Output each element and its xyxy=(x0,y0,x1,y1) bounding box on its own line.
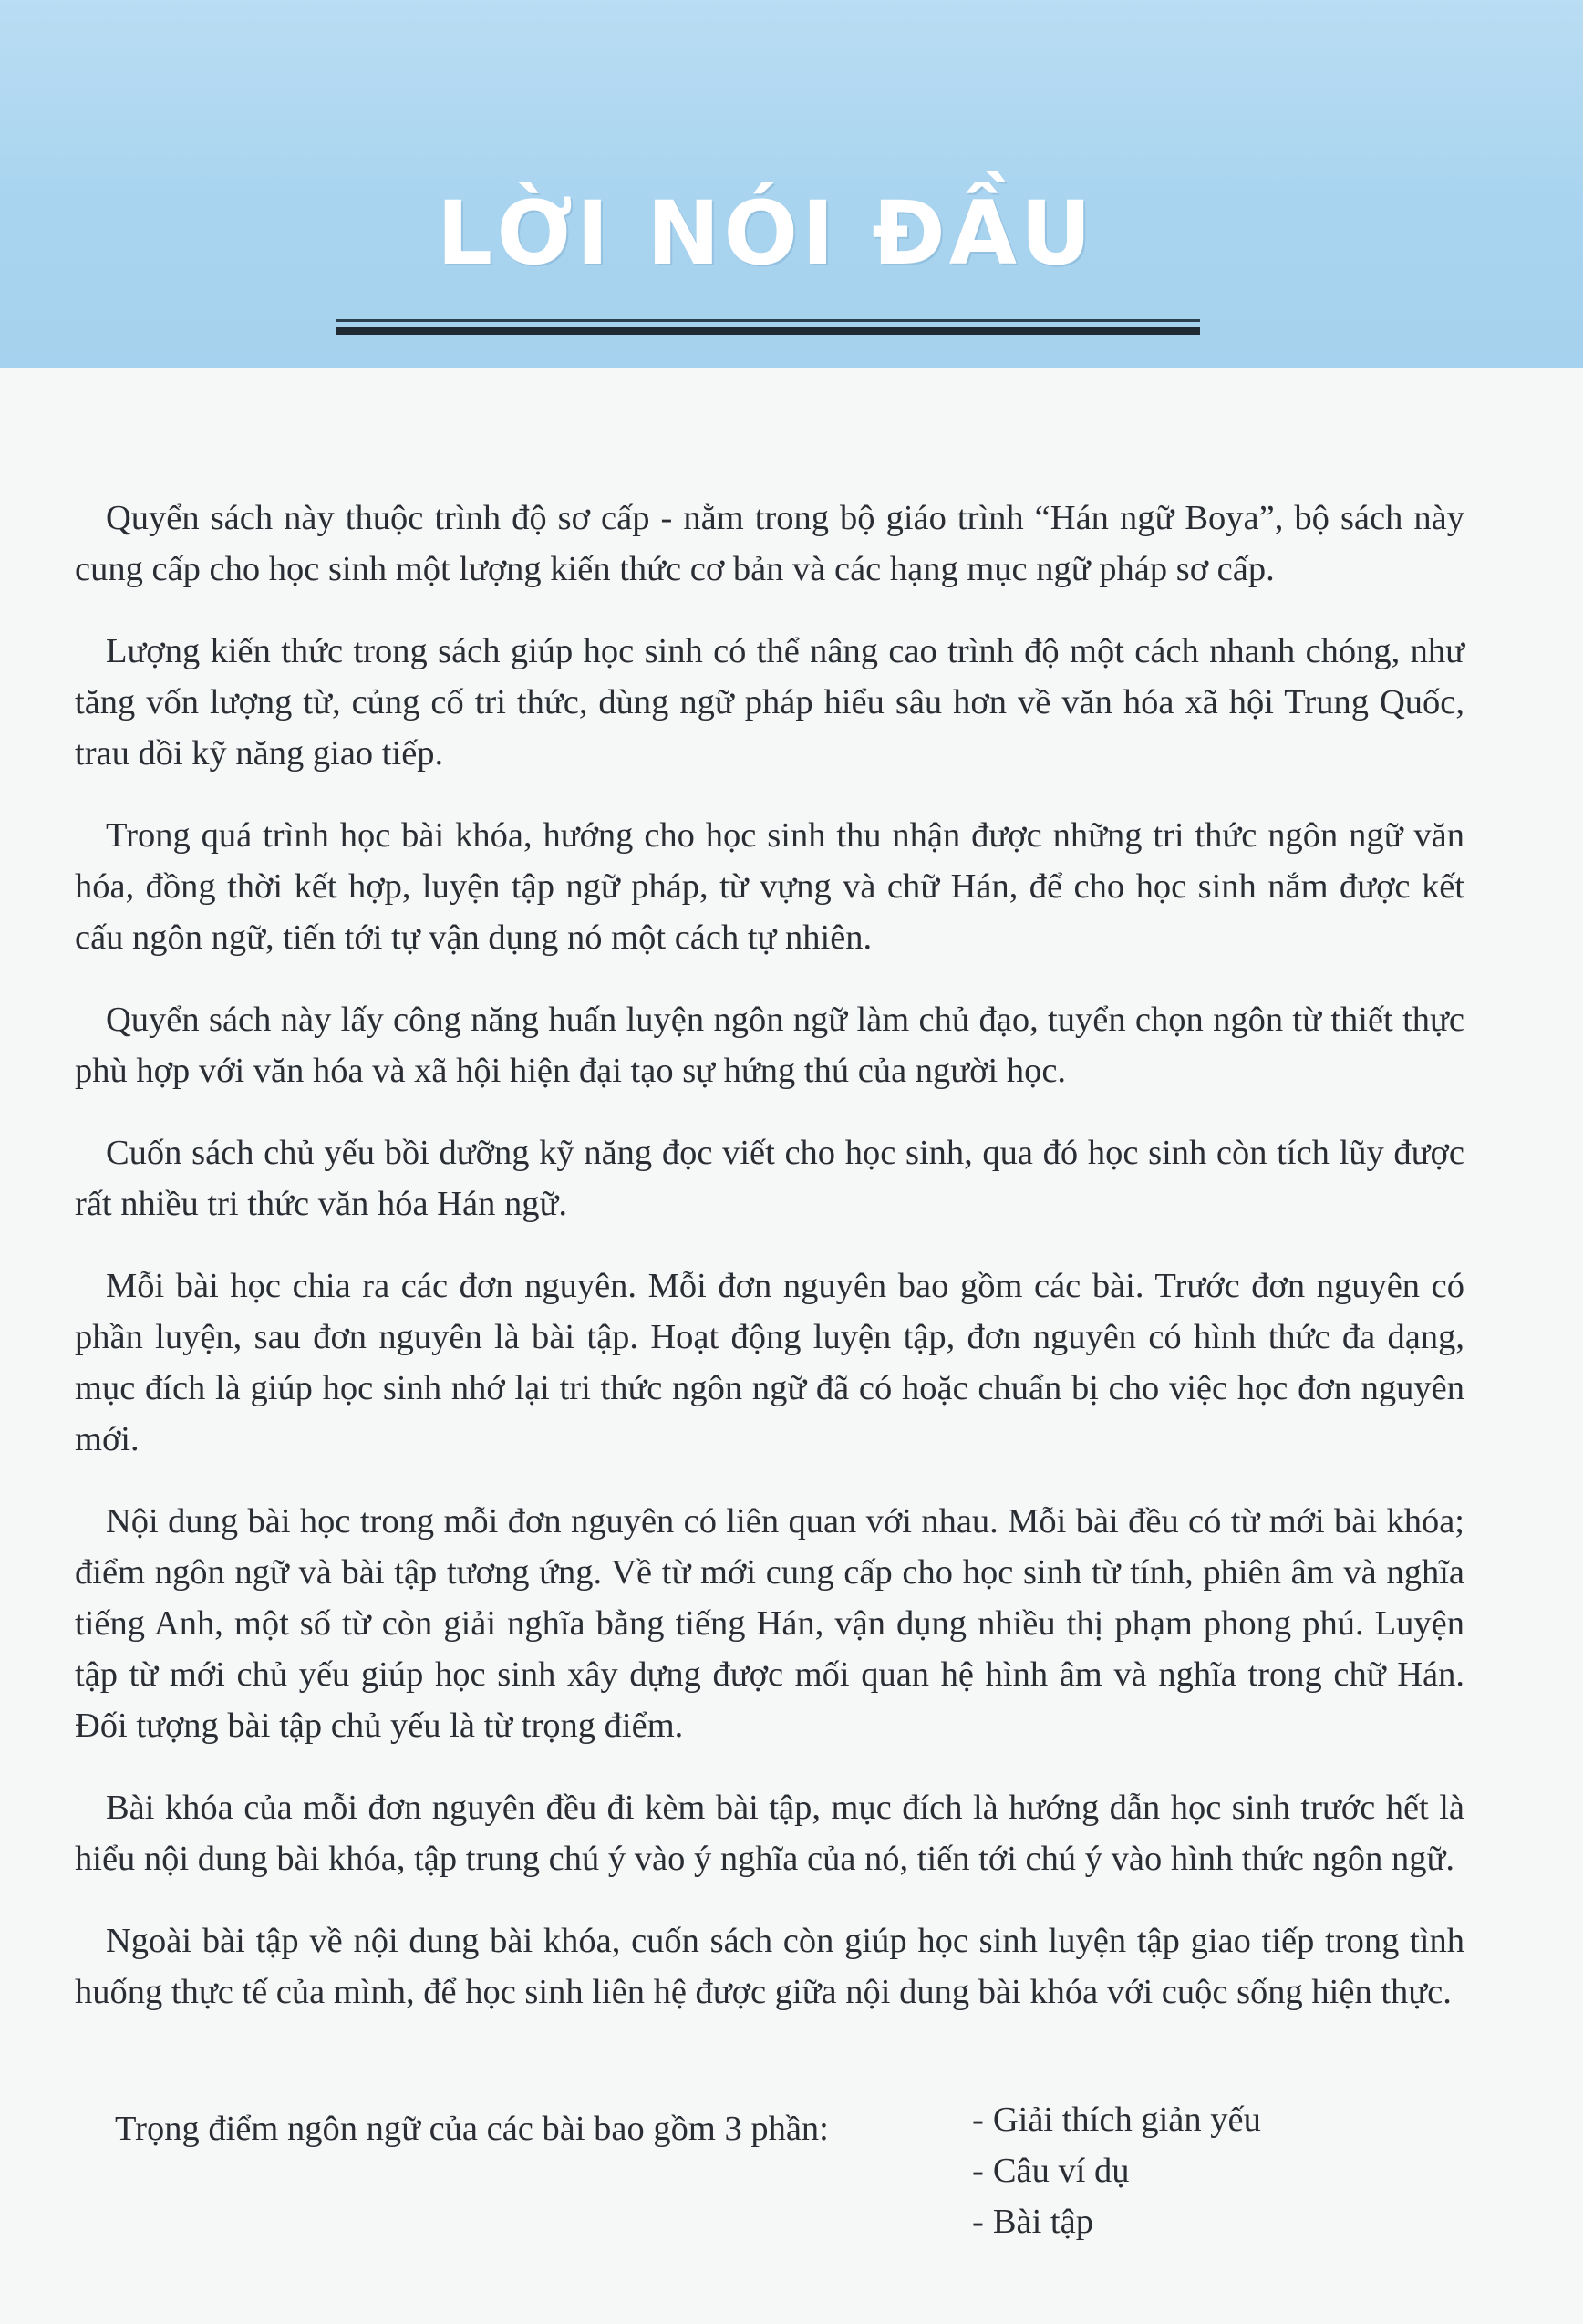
paragraph: Nội dung bài học trong mỗi đơn nguyên có liên quan với nhau. Mỗi bài đều có từ mới bài khóa; điểm ngôn ngữ và bài tập tương ứng. Về từ mới cung cấp cho học sinh từ tính, phiên âm và nghĩa tiếng Anh, một số từ còn giải nghĩa bằng tiếng Hán, vận dụng nhiều thị phạm phong phú. Luyện tập từ mới chủ yếu giúp học sinh xây dựng được mối quan hệ hình âm và nghĩa trong chữ Hán. Đối tượng bài tập chủ yếu là từ trọng điểm. xyxy=(75,1502,1464,1745)
paragraph: Trong quá trình học bài khóa, hướng cho học sinh thu nhận được những tri thức ngôn ngữ văn hóa, đồng thời kết hợp, luyện tập ngữ pháp, từ vựng và chữ Hán, để cho học sinh nắm được kết cấu ngôn ngữ, tiến tới tự vận dụng nó một cách tự nhiên. xyxy=(75,816,1464,957)
bullet-dash: - xyxy=(972,2101,984,2139)
paragraph: Bài khóa của mỗi đơn nguyên đều đi kèm bài tập, mục đích là hướng dẫn học sinh trước hết là hiểu nội dung bài khóa, tập trung chú ý vào ý nghĩa của nó, tiến tới chú ý vào hình thức ngôn ngữ. xyxy=(75,1789,1464,1878)
divider-thick-line xyxy=(336,327,1200,335)
page-title: LỜI NÓI ĐẦU xyxy=(437,182,1095,285)
paragraph: Ngoài bài tập về nội dung bài khóa, cuốn sách còn giúp học sinh luyện tập giao tiếp trong tình huống thực tế của mình, để học sinh liên hệ được giữa nội dung bài khóa với cuộc sống hiện thực. xyxy=(75,1922,1464,2011)
key-points-lead: Trọng điểm ngôn ngữ của các bài bao gồm 3 phần: xyxy=(115,2110,829,2148)
bullet-dash: - xyxy=(972,2152,984,2190)
divider-thin-line xyxy=(336,319,1200,322)
paragraph: Mỗi bài học chia ra các đơn nguyên. Mỗi đơn nguyên bao gồm các bài. Trước đơn nguyên có phần luyện, sau đơn nguyên là bài tập. Hoạt động luyện tập, đơn nguyên có hình thức đa dạng, mục đích là giúp học sinh nhớ lại tri thức ngôn ngữ đã có hoặc chuẩn bị cho việc học đơn nguyên mới. xyxy=(75,1267,1464,1458)
list-item xyxy=(972,2094,1261,2145)
list-item xyxy=(972,2196,1261,2247)
list-item-label: Bài tập xyxy=(992,2203,1093,2241)
list-item xyxy=(972,2145,1261,2196)
list-item-label: Câu ví dụ xyxy=(992,2152,1130,2190)
title-divider xyxy=(336,319,1200,336)
paragraph: Quyển sách này lấy công năng huấn luyện ngôn ngữ làm chủ đạo, tuyển chọn ngôn từ thiết thực phù hợp với văn hóa và xã hội hiện đại tạo sự hứng thú của người học. xyxy=(75,1001,1464,1090)
body-text xyxy=(75,493,1464,2049)
bullet-dash: - xyxy=(972,2203,984,2241)
paragraph: Lượng kiến thức trong sách giúp học sinh có thể nâng cao trình độ một cách nhanh chóng, như tăng vốn lượng từ, củng cố tri thức, dùng ngữ pháp hiểu sâu hơn về văn hóa xã hội Trung Quốc, trau dồi kỹ năng giao tiếp. xyxy=(75,632,1464,773)
list-item-label: Giải thích giản yếu xyxy=(992,2101,1261,2139)
paragraph: Cuốn sách chủ yếu bồi dưỡng kỹ năng đọc viết cho học sinh, qua đó học sinh còn tích lũy được rất nhiều tri thức văn hóa Hán ngữ. xyxy=(75,1134,1464,1223)
key-points-list xyxy=(972,2094,1261,2247)
paragraph: Quyển sách này thuộc trình độ sơ cấp - nằm trong bộ giáo trình “Hán ngữ Boya”, bộ sách này cung cấp cho học sinh một lượng kiến thức cơ bản và các hạng mục ngữ pháp sơ cấp. xyxy=(75,499,1464,588)
